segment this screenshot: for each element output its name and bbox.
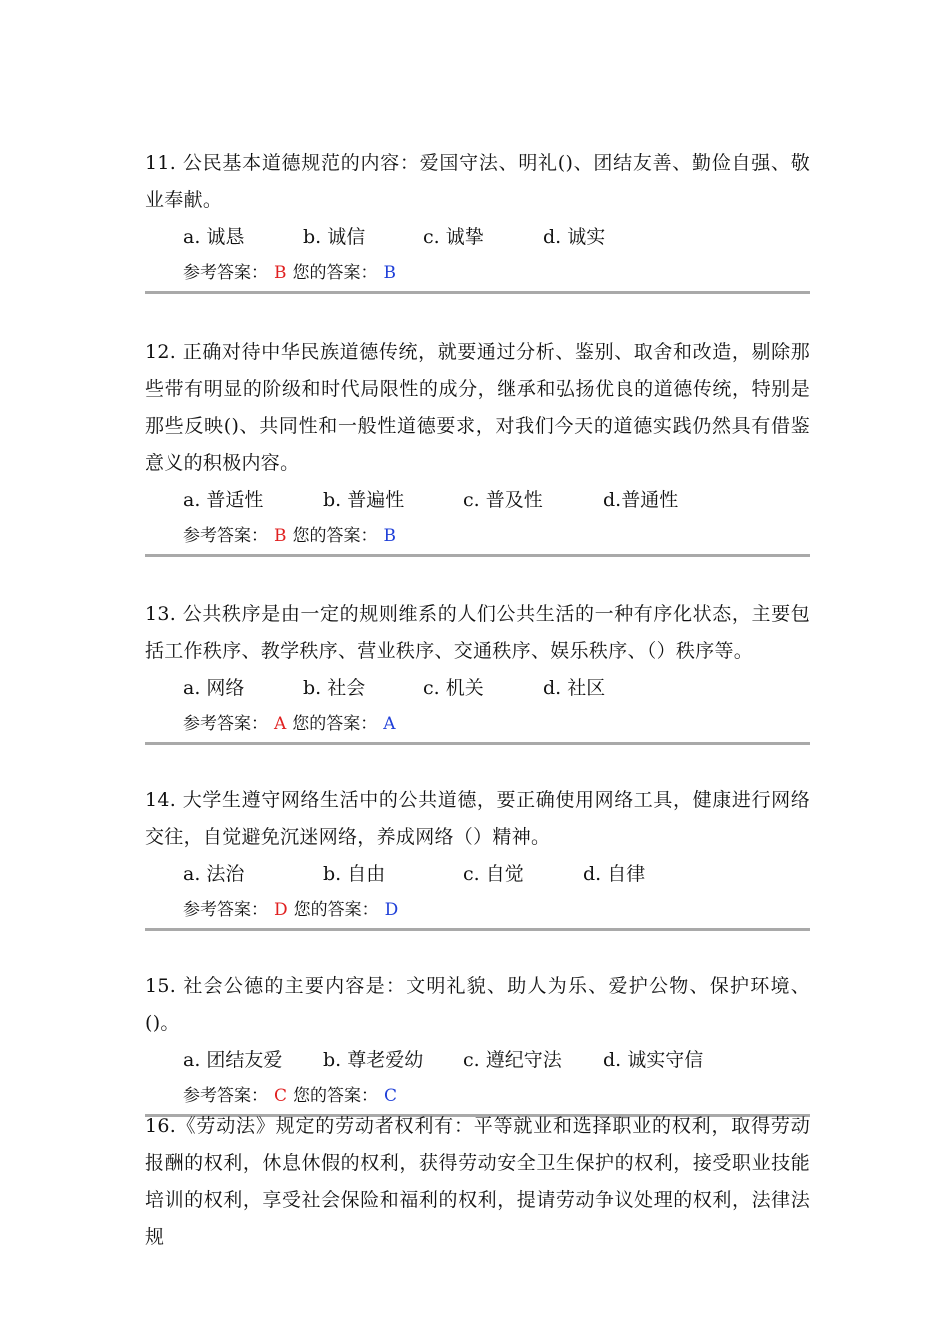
option-c[interactable]: c. 机关 (423, 677, 484, 699)
option-c[interactable]: c. 自觉 (463, 863, 524, 885)
option-d[interactable]: d.普通性 (603, 489, 679, 511)
option-a[interactable]: a. 网络 (183, 677, 245, 699)
options-row (145, 1042, 810, 1078)
reference-answer: B (274, 263, 287, 283)
option-b[interactable]: b. 普遍性 (323, 489, 405, 511)
question-16 (145, 1108, 810, 1256)
option-d[interactable]: d. 自律 (583, 863, 646, 885)
your-answer: B (383, 526, 396, 546)
reference-answer: A (274, 714, 287, 734)
reference-answer-label: 参考答案： (183, 526, 268, 546)
your-answer: D (384, 900, 399, 920)
your-answer-label: 您的答案： (292, 526, 378, 546)
options-row (145, 482, 810, 518)
your-answer-label: 您的答案： (293, 900, 379, 920)
option-b[interactable]: b. 尊老爱幼 (323, 1049, 424, 1071)
option-d[interactable]: d. 社区 (543, 677, 606, 699)
options-row (145, 219, 810, 255)
question-11 (145, 145, 810, 294)
question-15 (145, 968, 810, 1117)
option-b[interactable]: b. 社会 (303, 677, 366, 699)
reference-answer: C (274, 1086, 288, 1106)
your-answer: B (383, 263, 396, 283)
your-answer: A (383, 714, 396, 734)
question-text: 16.《劳动法》规定的劳动者权利有：平等就业和选择职业的权利，取得劳动报酬的权利，休息休假的权利，获得劳动安全卫生保护的权利，接受职业技能培训的权利，享受社会保险和福利的权利，提请劳动争议处理的权利，法律法规 (145, 1115, 810, 1248)
question-14 (145, 782, 810, 931)
reference-answer-label: 参考答案： (183, 1086, 268, 1106)
question-text: 11. 公民基本道德规范的内容：爱国守法、明礼()、团结友善、勤俭自强、敬业奉献。 (145, 152, 810, 211)
reference-answer-label: 参考答案： (183, 714, 268, 734)
option-c[interactable]: c. 遵纪守法 (463, 1049, 562, 1071)
option-c[interactable]: c. 普及性 (463, 489, 543, 511)
your-answer-label: 您的答案： (292, 714, 378, 734)
reference-answer-label: 参考答案： (183, 900, 268, 920)
question-text: 15. 社会公德的主要内容是：文明礼貌、助人为乐、爱护公物、保护环境、()。 (145, 975, 810, 1034)
reference-answer: B (274, 526, 287, 546)
your-answer: C (384, 1086, 398, 1106)
option-a[interactable]: a. 团结友爱 (183, 1049, 283, 1071)
option-b[interactable]: b. 自由 (323, 863, 386, 885)
reference-answer: D (274, 900, 288, 920)
option-d[interactable]: d. 诚实守信 (603, 1049, 704, 1071)
question-text: 13. 公共秩序是由一定的规则维系的人们公共生活的一种有序化状态，主要包括工作秩序、教学秩序、营业秩序、交通秩序、娱乐秩序、（）秩序等。 (145, 603, 810, 662)
question-12 (145, 334, 810, 557)
options-row (145, 856, 810, 892)
question-13 (145, 596, 810, 745)
reference-answer-label: 参考答案： (183, 263, 268, 283)
answer-row (145, 518, 810, 557)
option-a[interactable]: a. 普适性 (183, 489, 264, 511)
option-a[interactable]: a. 诚恳 (183, 226, 245, 248)
options-row (145, 670, 810, 706)
option-a[interactable]: a. 法治 (183, 863, 245, 885)
answer-row (145, 892, 810, 931)
option-b[interactable]: b. 诚信 (303, 226, 366, 248)
option-c[interactable]: c. 诚挚 (423, 226, 484, 248)
question-text: 14. 大学生遵守网络生活中的公共道德，要正确使用网络工具，健康进行网络交往，自觉避免沉迷网络，养成网络（）精神。 (145, 789, 810, 848)
your-answer-label: 您的答案： (293, 1086, 379, 1106)
your-answer-label: 您的答案： (292, 263, 378, 283)
answer-row (145, 706, 810, 745)
option-d[interactable]: d. 诚实 (543, 226, 606, 248)
answer-row (145, 255, 810, 294)
question-text: 12. 正确对待中华民族道德传统，就要通过分析、鉴别、取舍和改造，剔除那些带有明显的阶级和时代局限性的成分，继承和弘扬优良的道德传统，特别是那些反映()、共同性和一般性道德要求，对我们今天的道德实践仍然具有借鉴意义的积极内容。 (145, 341, 810, 474)
